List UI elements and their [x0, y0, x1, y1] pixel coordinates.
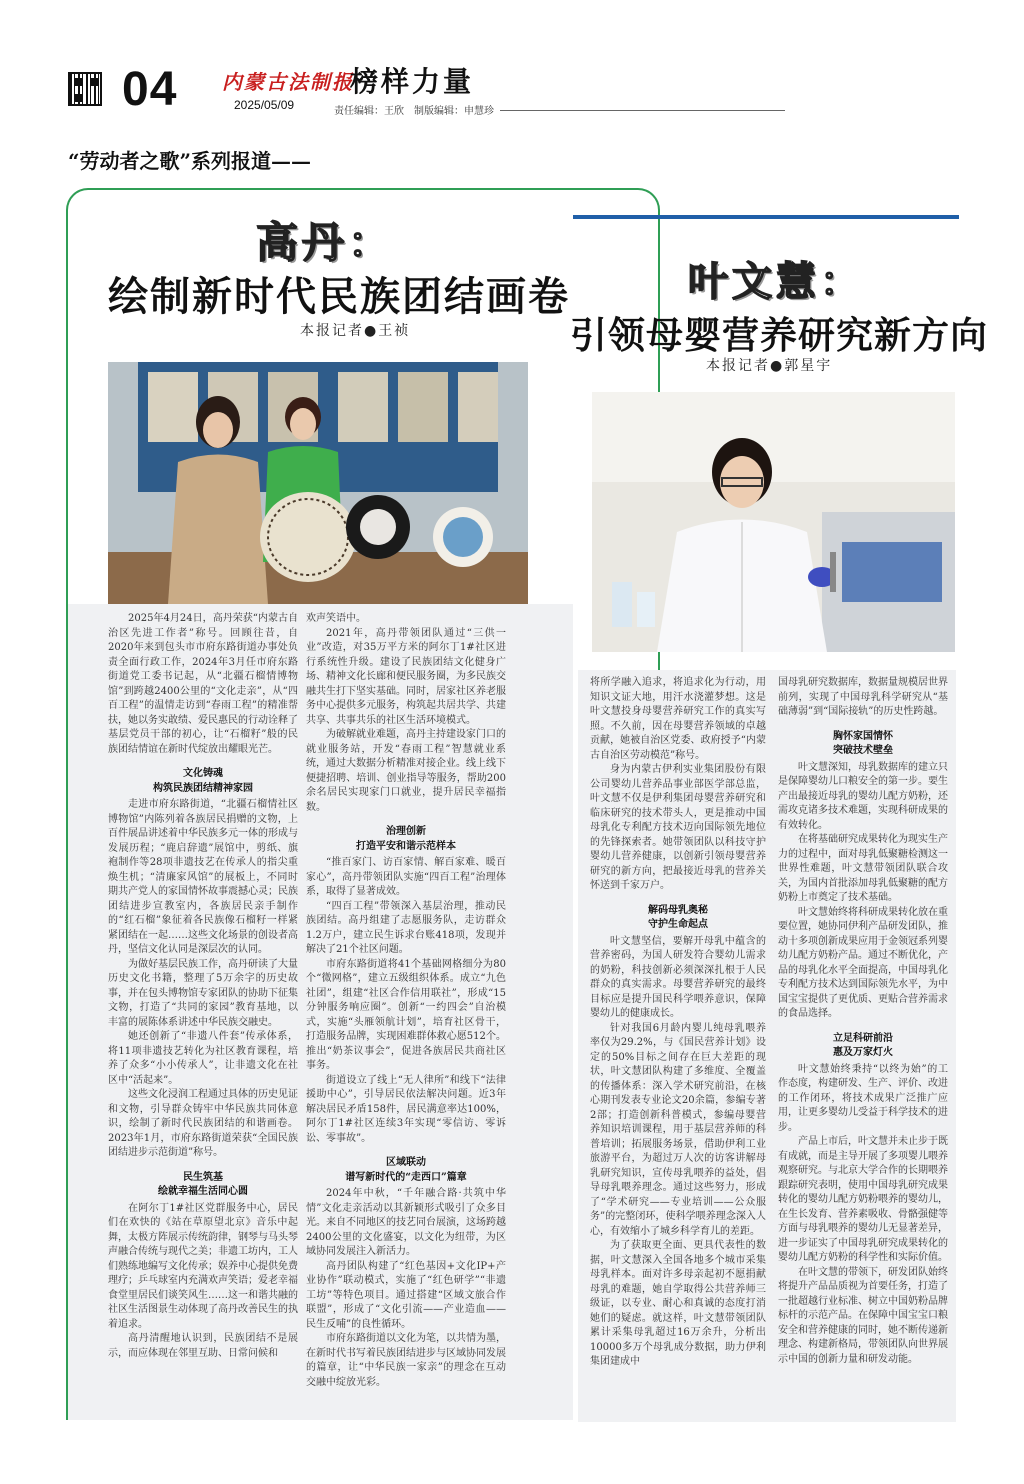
body-paragraph: 将所学融入追求，将追求化为行动，用知识文证大地，用汗水浇灌梦想。这是叶文慧投身母婴营养研究工作的真实写照。不久前，因在母婴营养领域的卓越贡献，她被自治区党委、政府授予“内蒙古自治区劳动模范”称号。: [590, 677, 766, 761]
subheading: 谱写新时代的“走西口”篇章: [345, 1171, 467, 1183]
left-article-headline: 绘制新时代民族团结画卷: [108, 273, 570, 320]
body-paragraph: “推百家门、访百家情、解百家难、暖百家心”，高丹带领团队实施“四百工程”治理体系，取得了显著成效。: [306, 857, 506, 897]
subheading: 绘就幸福生活同心圆: [158, 1186, 248, 1197]
body-paragraph: 针对我国6月龄内婴儿纯母乳喂养率仅为29.2%，与《国民营养计划》设定的50%目标之间存在巨大差距的现状，叶文慧团队构建了多维度、全覆盖的传播体系：深入学术研究前沿，在核心期刊发表专业论文20余篇，参编专著2部；打造创新科普模式，参编母婴营养知识培训课程，用于基层营养师的科普培训；拓展服务场景，借助伊利工业旅游平台，为超过万人次的访客讲解母乳研究知识，宣传母乳喂养的益处，倡导母乳喂养理念。通过这些努力，形成了“学术研究——专业培训——公众服务”的完整闭环，使科学喂养理念深入人心，有效缩小了城乡科学育儿的差距。: [590, 1022, 766, 1237]
editor-credits: 责任编辑：王欣 制版编辑：申慧珍: [334, 106, 494, 117]
right-article-byline: 本报记者●郭星宇: [706, 358, 833, 374]
right-article-column-2: [778, 676, 948, 1367]
body-paragraph: 市府东路街道以文化为笔，以共情为墨，在新时代书写着民族团结进步与区域协同发展的篇章，让“中华民族一家亲”的理念在互动交融中绽放光彩。: [306, 1333, 506, 1388]
subheading: 胸怀家国情怀: [833, 730, 893, 742]
body-paragraph: 走进市府东路街道，“北疆石榴情社区博物馆”内陈列着各族居民捐赠的文物，上百件展品讲述着中华民族多元一体的形成与发展历程；“鹿启辞遗”展馆中，剪纸、旗袍制作等28项非遗技艺在传承人的指尖重焕生机；“清廉家风馆”的展板上，不同时期共产党人的家国情怀故事震撼心灵；民族团结进步宣教室内，各族居民亲手制作的“红石榴”象征着各民族像石榴籽一样紧紧团结在一起……这些文化场景的创设者高丹，坚信文化认同是深层次的认同。: [108, 799, 298, 955]
left-article-name: 高丹：: [256, 218, 395, 267]
body-paragraph: 为做好基层民族工作，高丹研读了大量历史文化书籍，整理了5万余字的历史故事，并在包头博物馆专家团队的协助下征集文物，打造了“共同的家园”教育基地，以丰富的展陈体系讲述中华民族交融史。: [108, 958, 298, 1028]
body-paragraph: “四百工程”带领深入基层治理，推动民族团结。高丹组建了志愿服务队，走访群众1.2万户，建立民生诉求台账418项，发现并解决了21个社区问题。: [306, 900, 506, 955]
body-paragraph: 欢声笑语中。: [306, 613, 366, 624]
masthead-logo: 内蒙古法制报: [222, 70, 354, 94]
body-paragraph: 国母乳研究数据库，数据量规模居世界前列，实现了中国母乳科学研究从“基础薄弱”到“国际接轨”的历史性跨越。: [778, 677, 948, 717]
subheading: 立足科研前沿: [833, 1032, 893, 1044]
subheading: 治理创新: [386, 826, 426, 837]
body-paragraph: 叶文慧坚信，要解开母乳中蕴含的营养密码，为国人研发符合婴幼儿需求的奶粉，科技创新必须深深扎根于人民群众的真实需求。母婴营养研究的最终目标应是提升国民科学喂养意识，保障婴幼儿的健康成长。: [590, 935, 766, 1019]
subheading: 守护生命起点: [648, 919, 708, 930]
section-title: 榜样力量: [350, 65, 475, 98]
right-article-name: 叶文慧：: [688, 258, 864, 305]
body-paragraph: 这些文化浸润工程通过具体的历史见证和文物，引导群众铸牢中华民族共同体意识，绘制了新时代民族团结的和谐画卷。2023年1月，市府东路街道荣获“全国民族团结进步示范街道”称号。: [108, 1089, 298, 1158]
right-article-column-1: [590, 676, 766, 1370]
subheading: 区域联动: [386, 1157, 426, 1168]
body-paragraph: 2025年4月24日，高丹荣获“内蒙古自治区先进工作者”称号。回顾往昔，自2020年来到包头市市府东路街道办事处负责全面行政工作，2024年3月任市府东路街道党工委书记起，从“北疆石榴情博物馆”到跨越2400公里的“文化走亲”，从“四百工程”的温情走访到“春雨工程”的精准帮扶，她以务实敢绩、爱民惠民的行动诠释了基层党员干部的初心，让“石榴籽”般的民族团结情谊在新时代绽放出耀眼光芒。: [108, 613, 298, 755]
header-rule: [500, 110, 785, 111]
two-women-with-ceramics-photo: [108, 362, 528, 604]
left-article-column-2: [306, 612, 506, 1390]
body-paragraph: 街道设立了线上“无人律所”和线下“法律援助中心”，引导居民依法解决问题。近3年解决居民矛盾158件，居民满意率达100%，阿尔丁1#社区连续3年实现“零信访、零诉讼、零事故”。: [306, 1074, 506, 1144]
right-article-top-rule: [573, 215, 959, 219]
right-article-headline: 引领母婴营养研究新方向: [570, 313, 988, 357]
body-paragraph: 她还创新了“非遗八件套”传承体系，将11项非遗技艺转化为社区教育课程，培养了众多“小小传承人”，让非遗文化在社区中“活起来”。: [108, 1031, 298, 1086]
lab-researcher-photo: [592, 392, 955, 652]
subheading: 文化铸魂: [183, 768, 223, 779]
body-paragraph: 为破解就业难题，高丹主持建设家门口的就业服务站，开发“春雨工程”智慧就业系统，通过大数据分析精准对接企业。线上线下便捷招聘、培训、创业指导等服务，帮助200余名居民实现家门口就业，提升居民幸福指数。: [306, 729, 506, 813]
left-article-column-1: [108, 612, 298, 1361]
subheading: 解码母乳奥秘: [648, 904, 708, 916]
subheading: 打造平安和谐示范样本: [356, 840, 456, 852]
body-paragraph: 为了获取更全面、更具代表性的数据，叶文慧深入全国各地多个城市采集母乳样本。面对许多母亲起初不愿捐献母乳的难题，她自学取得公共营养师三级证，以专业、耐心和真诚的态度打消她们的疑虑。就这样，叶文慧带领团队累计采集母乳超过16万余升，分析出10000多万个母乳成分数据，助力伊利集团建成中: [590, 1240, 766, 1367]
body-paragraph: 2021年，高丹带领团队通过“三供一业”改造，对35万平方米的阿尔丁1#社区进行系统性升级。建设了民族团结文化健身广场、精神文化长廊和便民服务圈，为多民族交融共生打下坚实基础。同时，居家社区养老服务中心提供多元服务，构筑起共居共学、共建共享、共事共乐的社区生活环境模式。: [306, 627, 506, 726]
body-paragraph: 叶文慧深知，母乳数据库的建立只是保障婴幼儿口粮安全的第一步。要生产出最接近母乳的婴幼儿配方奶粉，还需攻克诸多技术难题，实现科研成果的有效转化。: [778, 761, 948, 831]
body-paragraph: 叶文慧始终将科研成果转化放在重要位置，她协同伊利产品研发团队，推动十多项创新成果应用于金领冠系列婴幼儿配方奶粉产品。通过不断优化，产品的母乳化水平全面提高，中国母乳化专利配方技术达到国际领先水平，为中国宝宝提供了更优质、更贴合营养需求的食品选择。: [778, 906, 948, 1019]
body-paragraph: 高丹清醒地认识到，民族团结不是展示，而应体现在邻里互助、日常问候和: [108, 1333, 298, 1359]
subheading: 惠及万家灯火: [833, 1047, 893, 1058]
series-title: “劳动者之歌”系列报道——: [68, 149, 312, 173]
body-paragraph: 身为内蒙古伊利实业集团股份有限公司婴幼儿营养品事业部医学部总监，叶文慧不仅是伊利集团母婴营养研究和临床研究的技术带头人，更是推动中国母乳化专利配方技术迈向国际领先地位的先锋探索者。她带领团队以科技守护婴幼儿营养健康，以创新引领母婴营养研究的新方向，把最接近母乳的营养关怀送到千家万户。: [590, 764, 766, 891]
qr-code-icon: [68, 72, 102, 106]
body-paragraph: 2024年中秋，“千年融合路·共筑中华情”文化走亲活动以其新颖形式吸引了众多目光。来自不同地区的技艺同台展演，这场跨越2400公里的文化盛宴，以文化为纽带，为区域协同发展注入新活力。: [306, 1188, 506, 1257]
issue-date: 2025/05/09: [234, 98, 295, 112]
body-paragraph: 高丹团队构建了“红色基因+文化IP+产业协作”联动模式，实施了“红色研学”“非遗工坊”等特色项目。通过搭建“区域文旅合作联盟”，形成了“文化引流——产业造血——民生反哺”的良性循环。: [306, 1260, 506, 1330]
left-article-byline: 本报记者●王祯: [300, 323, 411, 339]
page-number: 04: [122, 63, 178, 116]
subheading: 民生筑基: [183, 1171, 223, 1183]
body-paragraph: 叶文慧始终秉持“以终为始”的工作态度，构建研发、生产、评价、改进的工作闭环，将技术成果广泛推广应用，让更多婴幼儿受益于科学技术的进步。: [778, 1063, 948, 1133]
body-paragraph: 市府东路街道将41个基础网格细分为80个“微网格”，建立五级组织体系。成立“九色社团”，组建“社区合作信用联社”，形成“15分钟服务响应圈”。创新“一约四会”自治模式，实施“头雁领航计划”，培育社区骨干，打造服务品牌，实现困难群体救心愿512个。推出“奶茶议事会”，促进各族居民共商社区事务。: [306, 958, 506, 1071]
subheading: 构筑民族团结精神家园: [153, 782, 253, 794]
body-paragraph: 产品上市后，叶文慧并未止步于既有成就，而是主导开展了多项婴儿喂养观察研究。与北京大学合作的长期喂养跟踪研究表明，使用中国母乳研究成果转化的婴幼儿配方奶粉喂养的婴幼儿，在生长发育、营养素吸收、骨骼强健等方面与母乳喂养的婴幼儿无显著差异，进一步证实了中国母乳研究成果转化的婴幼儿配方奶粉的科学性和实际价值。: [778, 1136, 948, 1263]
subheading: 突破技术壁垒: [833, 745, 893, 756]
body-paragraph: 在叶文慧的带领下，研发团队始终将提升产品品质视为首要任务，打造了一批超越行业标准、树立中国奶粉品牌标杆的示范产品。在保障中国宝宝口粮安全和营养健康的同时，她不断传递新理念、构建新格局，带领团队向世界展示中国的创新力量和研发动能。: [778, 1266, 948, 1365]
body-paragraph: 在阿尔丁1#社区党群服务中心，居民们在欢快的《站在草原望北京》音乐中起舞，太极方阵展示传统韵律，钢琴与马头琴声融合传统与现代之美；非遗工坊内，工人们熟练地编写文化传承；娱养中心提供免费理疗；乒乓球室内充满欢声笑语；爱老幸福食堂里居民们谈笑风生……这一和谐共融的社区生活图景生动体现了高丹改善民生的执着追求。: [108, 1202, 298, 1330]
body-paragraph: 在将基础研究成果转化为现实生产力的过程中，面对母乳低聚糖检测这一世界性难题，叶文慧带领团队联合攻关，为国内首批添加母乳低聚糖的配方奶粉上市奠定了技术基础。: [778, 834, 948, 903]
